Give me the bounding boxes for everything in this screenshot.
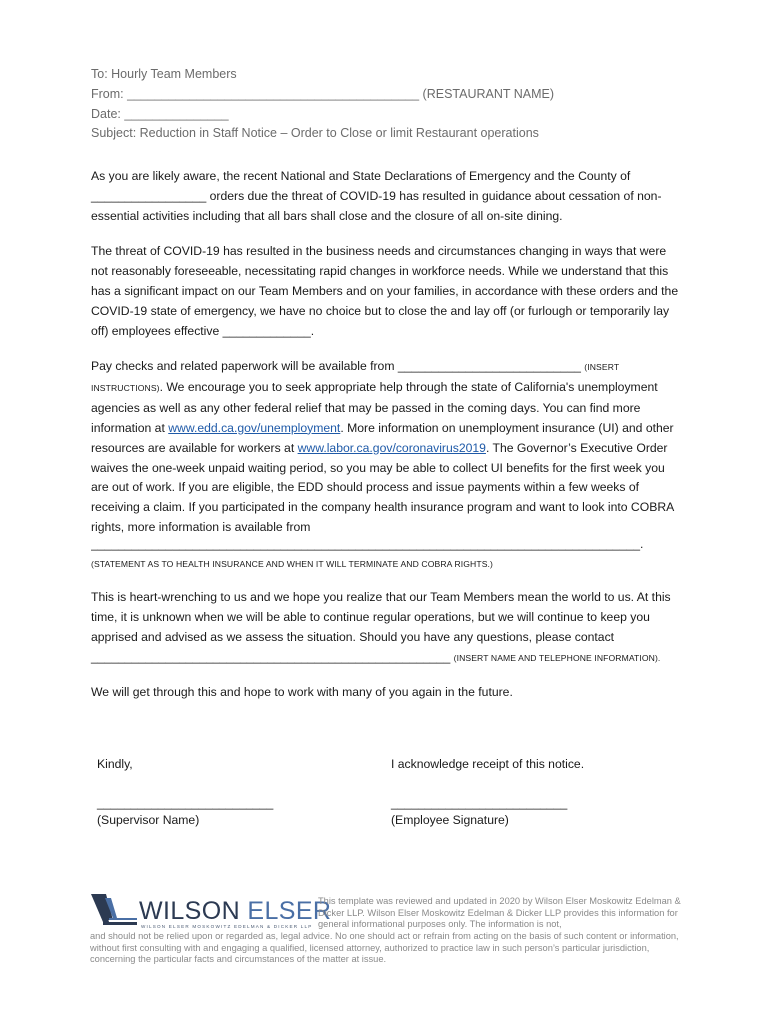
- insert-name-phone-note: (INSERT NAME AND TELEPHONE INFORMATION).: [453, 653, 661, 663]
- memo-date: Date: _______________: [91, 106, 229, 121]
- disclaimer-top: This template was reviewed and updated in 2020 by Wilson Elser Moskowitz Edelman & Dicker LLP. Wilson Elser Moskowitz Edelman & Dicker LLP provides this information for general informational purposes only. The information is not,: [318, 896, 681, 929]
- acknowledge-text: I acknowledge receipt of this notice.: [391, 757, 585, 771]
- labor-coronavirus-link[interactable]: www.labor.ca.gov/coronavirus2019: [297, 440, 486, 455]
- paragraph-4: [91, 588, 683, 648]
- employee-signature-label: (Employee Signature): [391, 813, 509, 827]
- paragraph-1: As you are likely aware, the recent National and State Declarations of Emergency and the County of _________________ orders due the threat of COVID-19 has resulted in guidance about cessation of non-essential activities including that all bars shall close and the closure of all on-site dining.: [91, 169, 662, 223]
- paragraph-2: The threat of COVID-19 has resulted in the business needs and circumstances changing in ways that were not reasonably foreseeable, necessitating rapid changes in workforce needs. While we understand that this has a significant impact on our Team Members and on your families, in accordance with these orders and the COVID-19 state of emergency, we have no choice but to close the and lay off (or furlough or temporarily lay off) employees effective _____________.: [91, 244, 679, 338]
- supervisor-signature-line: __________________________: [97, 796, 274, 810]
- contact-blank: _____________________________________________________: [91, 650, 454, 664]
- paragraph-3: [91, 357, 683, 538]
- memo-from: From: __________________________________________ (RESTAURANT NAME): [91, 86, 555, 101]
- health-insurance-statement-note: (STATEMENT AS TO HEALTH INSURANCE AND WHEN IT WILL TERMINATE AND COBRA RIGHTS.): [91, 559, 493, 569]
- closing-kindly: Kindly,: [97, 757, 133, 771]
- edd-unemployment-link[interactable]: www.edd.ca.gov/unemployment: [168, 420, 341, 435]
- logo-word-wilson: WILSON: [139, 897, 241, 925]
- paragraph-3-end: . The Governor’s Executive Order waives the one-week unpaid waiting period, so you may be able to collect UI benefits for the first week you are out of work. If you are eligible, the EDD should process and issue payments within a few weeks of receiving a claim. If you participated in the company health insurance program and want to look into COBRA rights, more information is available from: [91, 440, 674, 535]
- insert-instructions-note: (INSERT INSTRUCTIONS): [91, 362, 620, 393]
- disclaimer-bottom: and should not be relied upon or regarded as, legal advice. No one should act or refrain from acting on the basis of such content or information, without first consulting with and engaging a qualified, licensed attorney, authorized to practice law in such person’s particular jurisdiction, concerning the particular facts and circumstances of the matter at issue.: [90, 931, 679, 964]
- paragraph-4-text: This is heart-wrenching to us and we hope you realize that our Team Members mean the world to us. At this time, it is unknown when we will be able to continue regular operations, but we will continue to keep you apprised and advised as we assess the situation. Should you have any questions, please contact: [91, 590, 671, 644]
- supervisor-name-label: (Supervisor Name): [97, 813, 200, 827]
- logo-wordmark: [139, 897, 331, 925]
- paragraph-3-start: Pay checks and related paperwork will be available from ___________________________: [91, 359, 585, 373]
- memo-subject: Subject: Reduction in Staff Notice – Order to Close or limit Restaurant operations: [91, 126, 539, 141]
- wilson-elser-logo: [89, 890, 332, 930]
- cobra-blank-line: _________________________________________________________________________________.: [91, 537, 644, 551]
- paragraph-5: We will get through this and hope to work with many of you again in the future.: [91, 685, 513, 699]
- logo-mark-icon: [89, 892, 141, 928]
- memo-to: To: Hourly Team Members: [91, 67, 237, 81]
- logo-word-elser: ELSER: [247, 897, 332, 925]
- paragraph-3-mid2: . More information on unemployment insurance (UI) and other resources are available for workers at: [91, 420, 674, 455]
- contact-line: [91, 648, 683, 669]
- logo-subtitle: WILSON ELSER MOSKOWITZ EDELMAN & DICKER LLP: [141, 924, 313, 929]
- paragraph-3-mid: . We encourage you to seek appropriate help through the state of California's unemployment agencies as well as any other federal relief that may be passed in the coming days. You can find more information at: [91, 379, 658, 435]
- employee-signature-line: __________________________: [391, 796, 568, 810]
- memo-header: [91, 65, 554, 144]
